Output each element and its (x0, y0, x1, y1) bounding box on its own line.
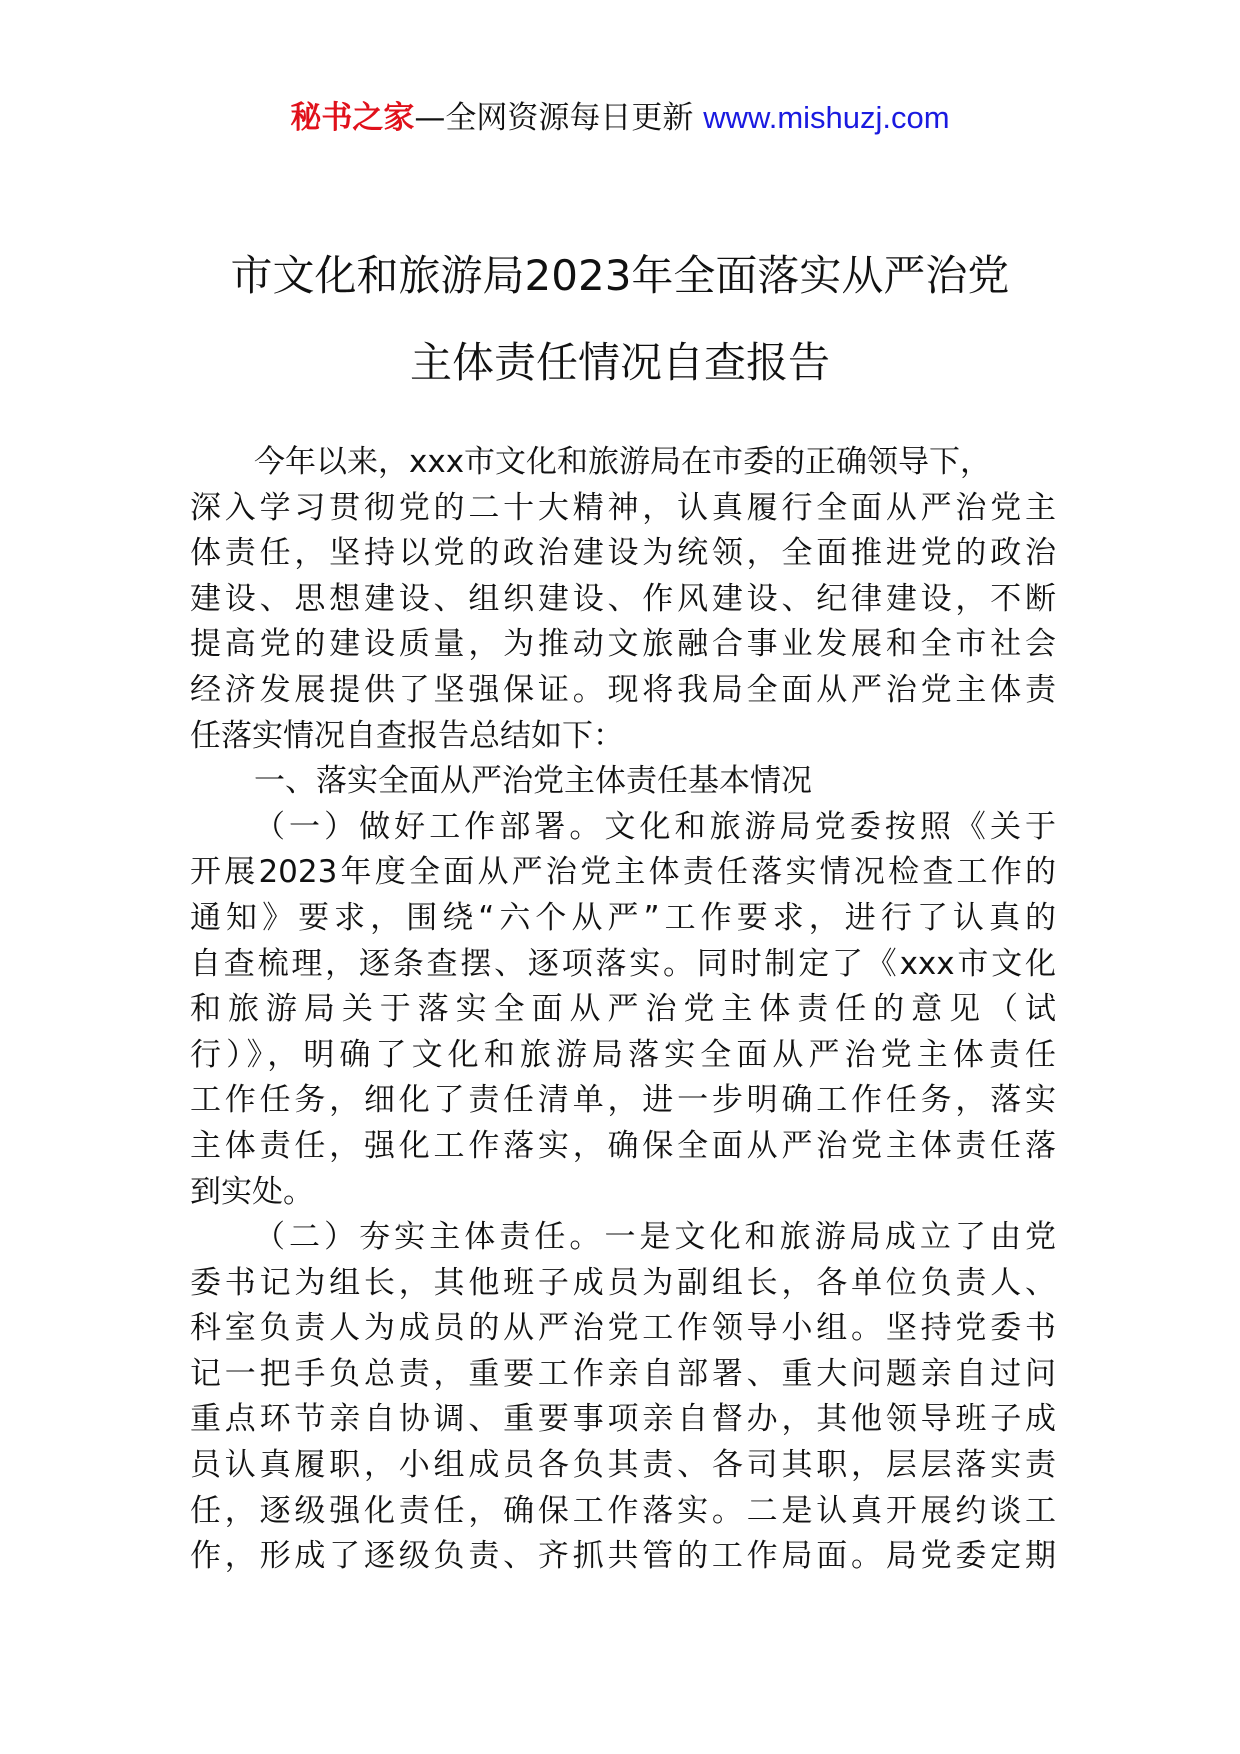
paragraph-line: 委书记为组长，其他班子成员为副组长，各单位负责人、 (190, 1264, 1056, 1301)
paragraph-line: 开展2023年度全面从严治党主体责任落实情况检查工作的 (190, 854, 1056, 891)
paragraph-line: 主体责任，强化工作落实，确保全面从严治党主体责任落 (190, 1127, 1056, 1164)
document-body (190, 440, 1056, 1580)
paragraph-line: 记一把手负总责，重要工作亲自部署、重大问题亲自过问 (190, 1355, 1056, 1392)
paragraph-line: 作，形成了逐级负责、齐抓共管的工作局面。局党委定期 (190, 1538, 1056, 1575)
paragraph-line: 体责任，坚持以党的政治建设为统领，全面推进党的政治 (190, 535, 1056, 572)
paragraph-line: 提高党的建设质量，为推动文旅融合事业发展和全市社会 (190, 626, 1056, 663)
paragraph-line: 建设、思想建设、组织建设、作风建设、纪律建设，不断 (190, 580, 1056, 617)
paragraph-line: 重点环节亲自协调、重要事项亲自督办，其他领导班子成 (190, 1401, 1056, 1438)
paragraph-line: 员认真履职，小组成员各负其责、各司其职，层层落实责 (190, 1447, 1056, 1484)
paragraph-line: 和旅游局关于落实全面从严治党主体责任的意见（试 (190, 991, 1056, 1028)
paragraph-line: （二）夯实主体责任。一是文化和旅游局成立了由党 (254, 1219, 1056, 1256)
site-header (0, 98, 1240, 138)
paragraph-line: 通知》要求，围绕“六个从严”工作要求，进行了认真的 (190, 899, 1056, 936)
site-url-link[interactable]: www.mishuzj.com (703, 100, 950, 135)
document-title (0, 232, 1240, 406)
paragraph-line: 到实处。 (190, 1173, 314, 1210)
paragraph-line: 任落实情况自查报告总结如下： (190, 717, 624, 754)
paragraph-line: 工作任务，细化了责任清单，进一步明确工作任务，落实 (190, 1082, 1056, 1119)
section-heading: 一、落实全面从严治党主体责任基本情况 (254, 763, 812, 800)
title-line: 主体责任情况自查报告 (409, 338, 830, 387)
paragraph-line: （一）做好工作部署。文化和旅游局党委按照《关于 (254, 808, 1056, 845)
site-slogan: —全网资源每日更新 (414, 100, 704, 136)
title-line: 市文化和旅游局2023年全面落实从严治党 (230, 251, 1010, 300)
paragraph-line: 行）》，明确了文化和旅游局落实全面从严治党主体责任 (190, 1036, 1056, 1073)
paragraph-line: 自查梳理，逐条查摆、逐项落实。同时制定了《xxx市文化 (190, 945, 1056, 982)
paragraph-line: 今年以来，xxx市文化和旅游局在市委的正确领导下， (254, 444, 992, 480)
paragraph-line: 任，逐级强化责任，确保工作落实。二是认真开展约谈工 (190, 1492, 1056, 1529)
paragraph-line: 深入学习贯彻党的二十大精神，认真履行全面从严治党主 (190, 489, 1056, 526)
paragraph-line: 科室负责人为成员的从严治党工作领导小组。坚持党委书 (190, 1310, 1056, 1347)
paragraph-line: 经济发展提供了坚强保证。现将我局全面从严治党主体责 (190, 671, 1056, 708)
site-brand: 秘书之家 (290, 100, 415, 136)
